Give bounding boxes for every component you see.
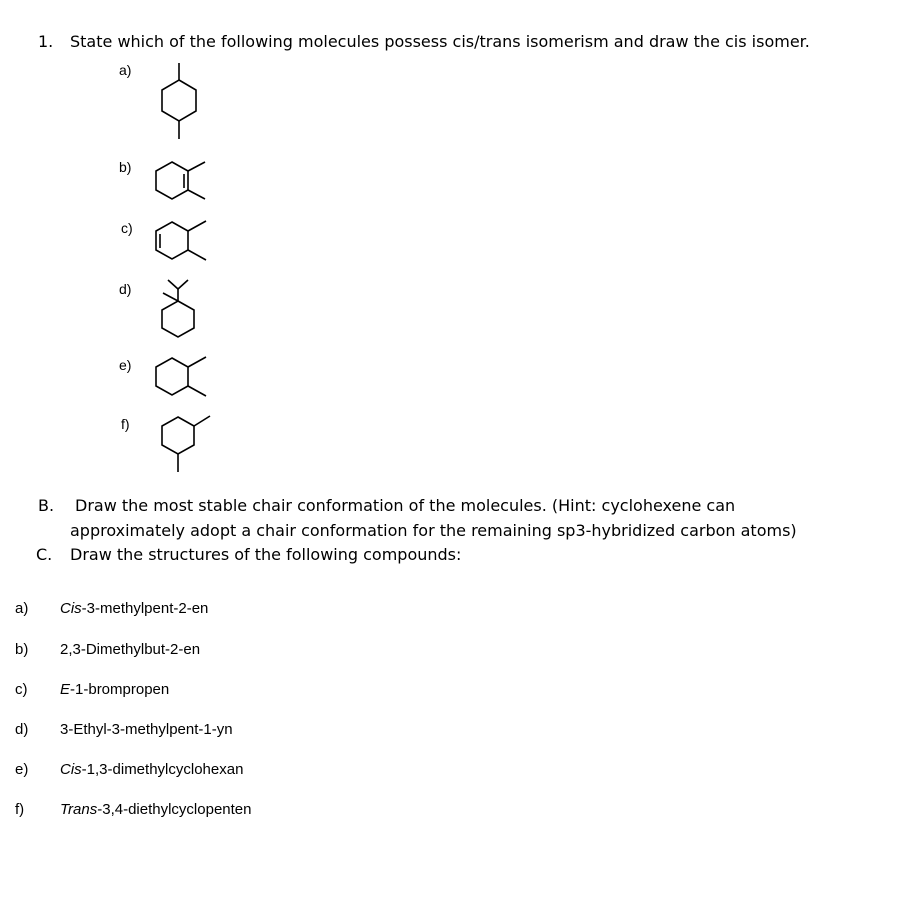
section-b-letter: B.: [38, 496, 55, 515]
compound-name-c: [60, 681, 169, 699]
compound-letter-b: b): [15, 641, 29, 658]
molecule-d-structure: [162, 280, 194, 337]
compound-letter-e: e): [15, 761, 29, 778]
molecule-label-d: d): [119, 281, 132, 297]
compound-rest: 2,3-Dimethylbut-2-en: [60, 641, 201, 658]
compound-prefix: Cis: [60, 600, 82, 617]
compound-rest: -1-brompropen: [70, 681, 170, 698]
compound-name-d: [60, 721, 233, 739]
molecule-b-structure: [156, 162, 205, 199]
compound-name-f: [60, 801, 252, 819]
compound-rest: -3-methylpent-2-en: [81, 600, 209, 617]
compound-prefix: Cis: [60, 761, 82, 778]
molecule-label-b: b): [119, 159, 132, 175]
molecule-a-structure: [162, 63, 196, 139]
molecule-label-a: a): [119, 62, 132, 78]
compound-letter-f: f): [15, 801, 25, 818]
molecule-c-structure: [156, 221, 206, 260]
compound-rest: -3,4-diethylcyclopenten: [97, 801, 252, 818]
molecule-label-c: c): [121, 220, 133, 236]
compound-name-a: [60, 600, 208, 618]
compound-prefix: Trans: [60, 801, 98, 818]
molecule-label-e: e): [119, 357, 132, 373]
compound-letter-c: c): [15, 681, 28, 698]
molecule-label-f: f): [121, 416, 130, 432]
compound-prefix: E: [60, 681, 71, 698]
compound-rest: -1,3-dimethylcyclohexan: [81, 761, 244, 778]
compound-letter-a: a): [15, 600, 29, 617]
section-b-line1: Draw the most stable chair conformation of the molecules. (Hint: cyclohexene can: [75, 496, 736, 515]
section-b-line2: approximately adopt a chair conformation for the remaining sp3-hybridized carbon atoms): [70, 521, 797, 540]
compound-name-b: [60, 641, 200, 659]
section-c-letter: C.: [36, 545, 53, 564]
molecule-f-structure: [162, 416, 210, 472]
question-number: 1.: [38, 32, 54, 51]
section-c-text: Draw the structures of the following compounds:: [70, 545, 462, 564]
question-text: State which of the following molecules possess cis/trans isomerism and draw the cis isomer.: [70, 32, 810, 51]
molecule-e-structure: [156, 357, 206, 396]
compound-rest: 3-Ethyl-3-methylpent-1-yn: [60, 721, 233, 738]
compound-letter-d: d): [15, 721, 29, 738]
compound-name-e: [60, 761, 243, 779]
